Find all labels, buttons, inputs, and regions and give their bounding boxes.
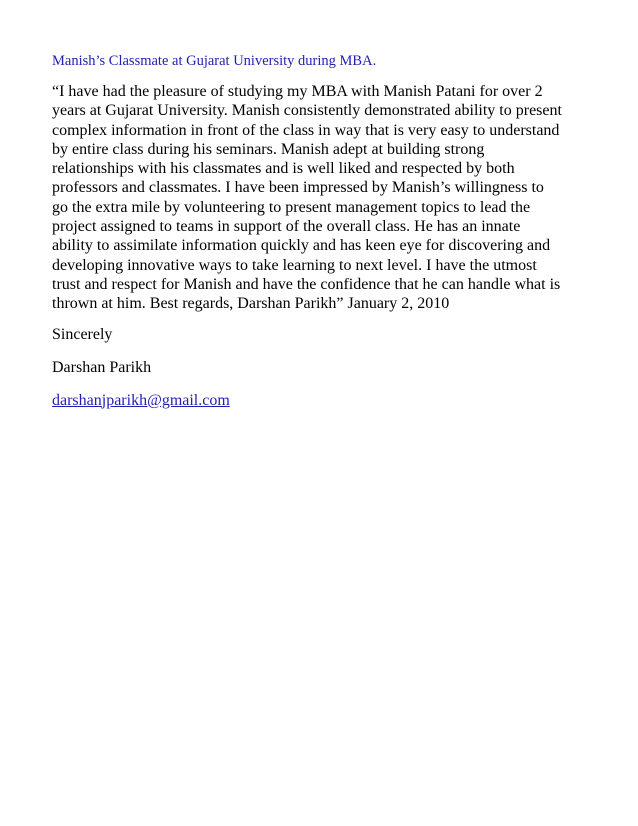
signature-name: Darshan Parikh xyxy=(52,358,152,376)
testimonial-line: by entire class during his seminars. Manish adept at building strong xyxy=(52,140,485,158)
testimonial-line: professors and classmates. I have been impressed by Manish’s willingness to xyxy=(52,179,544,197)
testimonial-line: developing innovative ways to take learning to next level. I have the utmost xyxy=(52,256,537,274)
testimonial-line: thrown at him. Best regards, Darshan Parikh” January 2, 2010 xyxy=(52,295,450,313)
testimonial-line: project assigned to teams in support of the overall class. He has an innate xyxy=(52,218,521,236)
document-heading: Manish’s Classmate at Gujarat University during MBA. xyxy=(52,53,377,69)
testimonial-line: years at Gujarat University. Manish consistently demonstrated ability to present xyxy=(52,102,562,120)
testimonial-line: relationships with his classmates and is well liked and respected by both xyxy=(52,160,515,178)
closing-text: Sincerely xyxy=(52,325,113,343)
testimonial-line: go the extra mile by volunteering to present management topics to lead the xyxy=(52,198,531,216)
testimonial-line: complex information in front of the class in way that is very easy to understand xyxy=(52,121,560,139)
email-link[interactable]: darshanjparikh@gmail.com xyxy=(52,391,230,409)
email-paragraph xyxy=(52,391,600,410)
document-page xyxy=(52,52,600,410)
testimonial-line: trust and respect for Manish and have the confidence that he can handle what is xyxy=(52,275,561,293)
testimonial-line: “I have had the pleasure of studying my MBA with Manish Patani for over 2 xyxy=(52,83,543,100)
testimonial-paragraph xyxy=(52,82,600,314)
testimonial-line: ability to assimilate information quickly and has keen eye for discovering and xyxy=(52,237,551,255)
